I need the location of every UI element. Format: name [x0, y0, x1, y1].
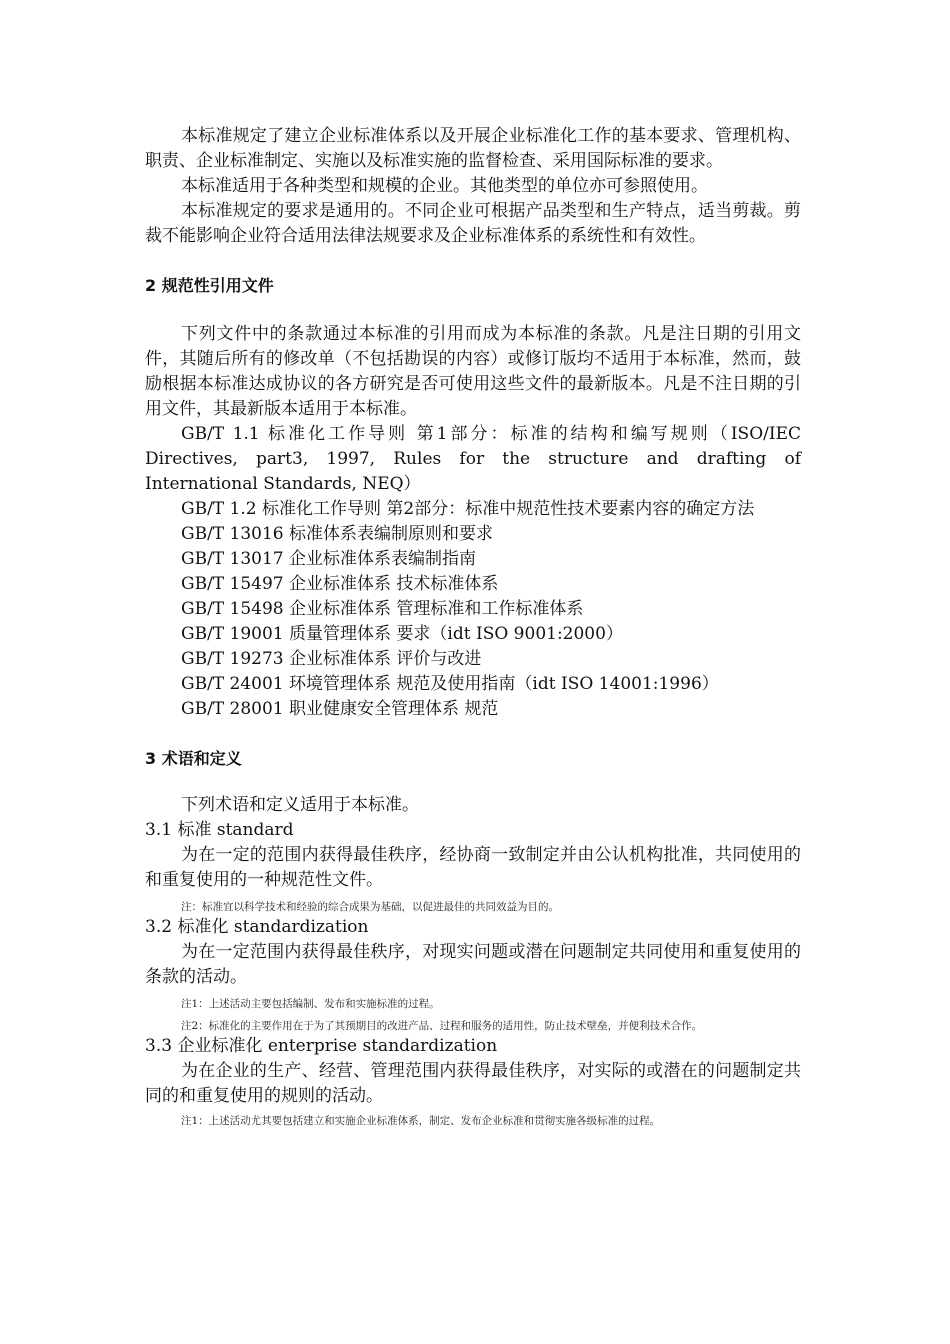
term-3-1-title: 3.1 标准 standard — [145, 820, 294, 840]
reference-item: GB/T 19273 企业标准体系 评价与改进 — [181, 649, 482, 669]
section-2-intro: 下列文件中的条款通过本标准的引用而成为本标准的条款。凡是注日期的引用文件，其随后所有的修改单（不包括勘误的内容）或修订版均不适用于本标准，然而，鼓励根据本标准达成协议的各方研究是否可使用这些文件的最新版本。凡是不注日期的引用文件，其最新版本适用于本标准。 — [145, 324, 801, 419]
term-3-1-note: 注：标准宜以科学技术和经验的综合成果为基础，以促进最佳的共同效益为目的。 — [181, 901, 559, 913]
reference-item: GB/T 13016 标准体系表编制原则和要求 — [181, 524, 494, 544]
reference-item: GB/T 15498 企业标准体系 管理标准和工作标准体系 — [181, 599, 584, 619]
reference-item: GB/T 13017 企业标准体系表编制指南 — [181, 549, 477, 569]
term-3-3-definition: 为在企业的生产、经营、管理范围内获得最佳秩序，对实际的或潜在的问题制定共同的和重复使用的规则的活动。 — [145, 1061, 801, 1106]
term-3-2-note-2: 注2：标准化的主要作用在于为了其预期目的改进产品、过程和服务的适用性，防止技术壁垒，并便利技术合作。 — [181, 1020, 703, 1032]
reference-item: GB/T 1.1 标准化工作导则 第1部分：标准的结构和编写规则（ISO/IEC Directives, part3, 1997, Rules for the structure and drafting of International Standards, NEQ） — [145, 424, 801, 494]
section-3-intro: 下列术语和定义适用于本标准。 — [181, 795, 419, 815]
scope-paragraph-3: 本标准规定的要求是通用的。不同企业可根据产品类型和生产特点，适当剪裁。剪裁不能影响企业符合适用法律法规要求及企业标准体系的系统性和有效性。 — [145, 201, 801, 246]
document-page — [145, 124, 801, 1129]
scope-paragraph-1: 本标准规定了建立企业标准体系以及开展企业标准化工作的基本要求、管理机构、职责、企业标准制定、实施以及标准实施的监督检查、采用国际标准的要求。 — [145, 126, 801, 171]
section-3-heading: 3 术语和定义 — [145, 749, 242, 768]
reference-item: GB/T 19001 质量管理体系 要求（idt ISO 9001:2000） — [181, 624, 623, 644]
scope-paragraph-2: 本标准适用于各种类型和规模的企业。其他类型的单位亦可参照使用。 — [181, 176, 708, 196]
term-3-2-title: 3.2 标准化 standardization — [145, 917, 369, 937]
section-2-heading: 2 规范性引用文件 — [145, 276, 274, 295]
term-3-1-definition: 为在一定的范围内获得最佳秩序，经协商一致制定并由公认机构批准，共同使用的和重复使用的一种规范性文件。 — [145, 845, 801, 890]
term-3-2-note-1: 注1：上述活动主要包括编制、发布和实施标准的过程。 — [181, 998, 440, 1010]
reference-item: GB/T 1.2 标准化工作导则 第2部分：标准中规范性技术要素内容的确定方法 — [181, 499, 755, 519]
reference-item: GB/T 24001 环境管理体系 规范及使用指南（idt ISO 14001:1996） — [181, 674, 719, 694]
reference-item: GB/T 15497 企业标准体系 技术标准体系 — [181, 574, 499, 594]
term-3-3-note-1: 注1：上述活动尤其要包括建立和实施企业标准体系，制定、发布企业标准和贯彻实施各级标准的过程。 — [181, 1115, 661, 1127]
term-3-3-title: 3.3 企业标准化 enterprise standardization — [145, 1036, 498, 1056]
reference-item: GB/T 28001 职业健康安全管理体系 规范 — [181, 699, 499, 719]
term-3-2-definition: 为在一定范围内获得最佳秩序，对现实问题或潜在问题制定共同使用和重复使用的条款的活动。 — [145, 942, 801, 987]
